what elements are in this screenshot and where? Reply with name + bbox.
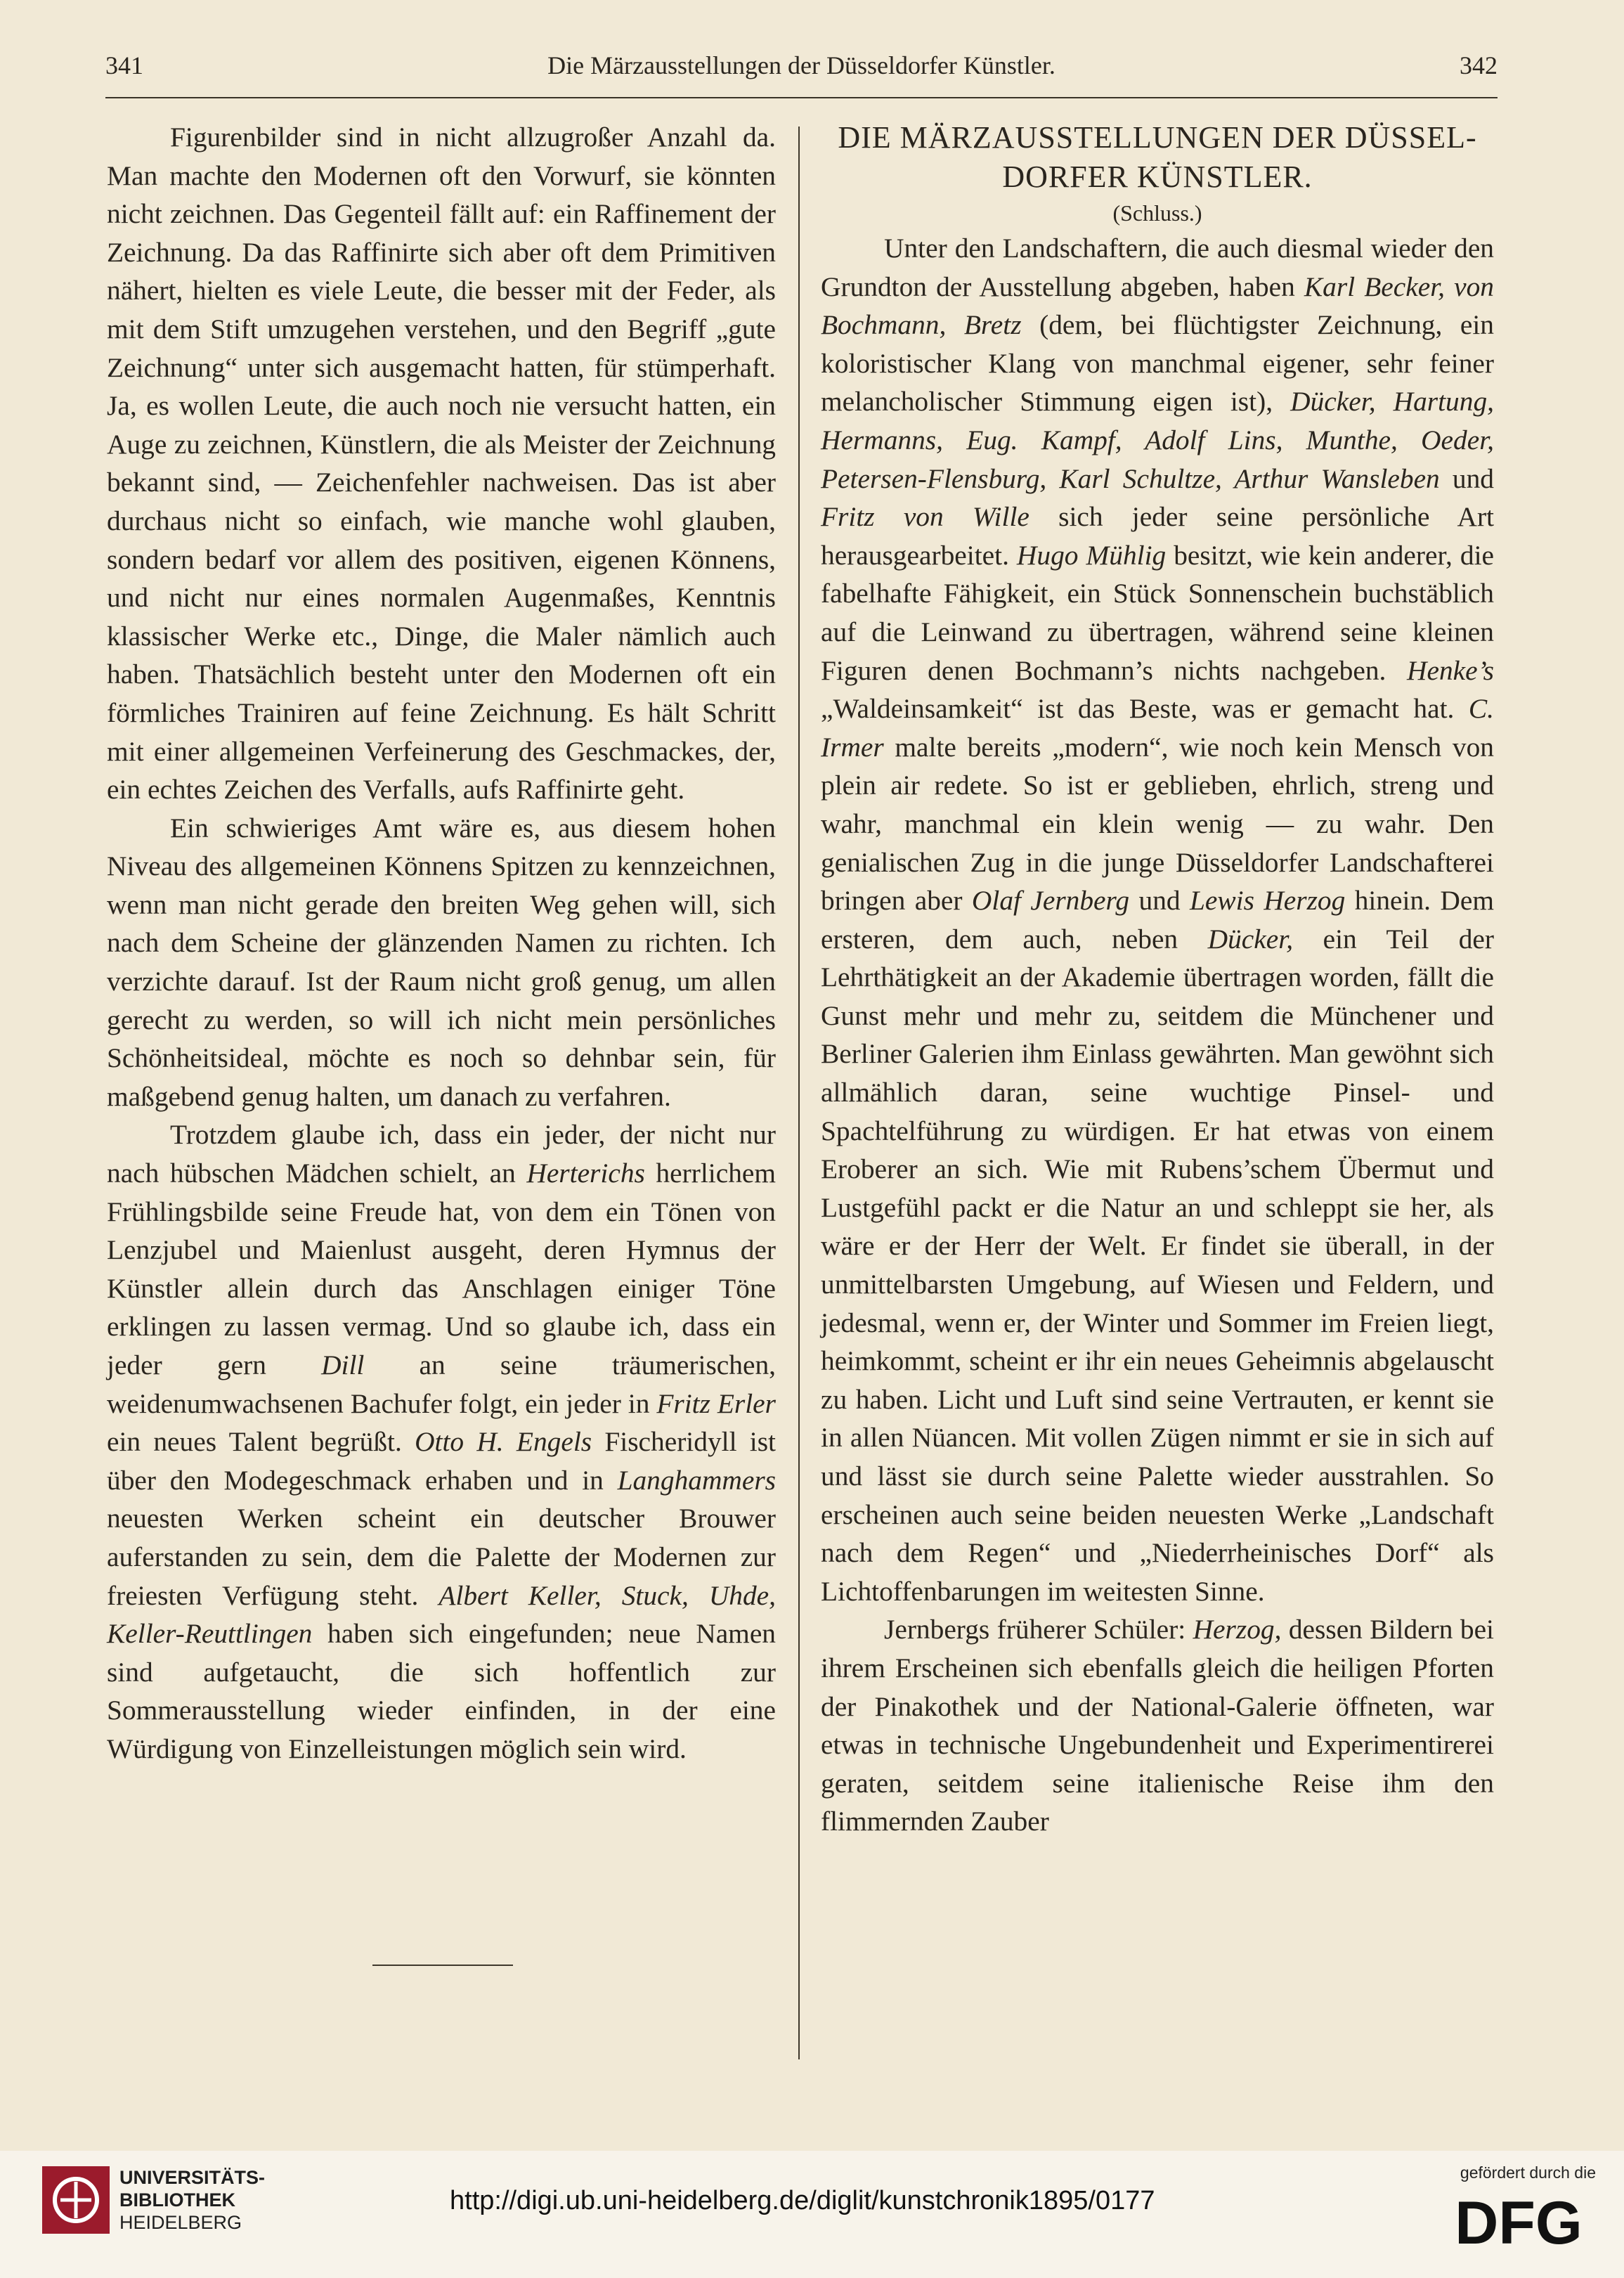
paragraph: Unter den Landschaftern, die auch diesmal wieder den Grundton der Ausstellung abgeben, haben Karl Becker, von Bochmann, Bretz (dem, bei flüchtigster Zeichnung, ein koloristischer Klang von manchmal eigener, sehr feiner melancholischer Stimmung eigen ist), Dücker, Hartung, Hermanns, Eug. Kampf, Adolf Lins, Munthe, Oeder, Petersen-Flensburg, Karl Schultze, Arthur Wansleben und Fritz von Wille sich jeder seine persönliche Art herausgearbeitet. Hugo Mühlig besitzt, wie kein anderer, die fabelhafte Fähigkeit, ein Stück Sonnenschein buchstäblich auf die Leinwand zu übertragen, während seine kleinen Figuren denen Bochmann’s nichts nachgeben. Henke’s „Waldeinsamkeit“ ist das Beste, was er gemacht hat. C. Irmer malte bereits „modern“, wie noch kein Mensch von plein air redete. So ist er geblieben, ehrlich, streng und wahr, manchmal ein klein wenig — zu wahr. Den genialischen Zug in die junge Düsseldorfer Landschafterei bringen aber Olaf Jernberg und Lewis Herzog hinein. Dem ersteren, dem auch, neben Dücker, ein Teil der Lehrthätigkeit an der Akademie übertragen worden, fällt die Gunst mehr und mehr zu, seitdem die Münchener und Berliner Galerien ihm Einlass gewährten. Man gewöhnt sich allmählich daran, seine wuchtige Pinsel- und Spachtelführung zu würdigen. Er hat etwas von einem Eroberer an sich. Wie mit Rubens’schem Übermut und Lustgefühl packt er die Natur an und schleppt sie her, als wäre er der Herr der Welt. Er findet sie überall, in der unmittelbarsten Umgebung, auf Wiesen und Feldern, und jedesmal, wenn er, der Winter und Sommer im Freien liegt, heimkommt, scheint er ihr ein neues Geheimnis abgelauscht zu haben. Licht und Luft sind seine Vertrauten, er kennt sie in allen Nüancen. Mit vollen Zügen nimmt er sie in sich auf und lässt sie durch seine Palette wieder ausstrahlen. So erscheinen auch seine beiden neuesten Werke „Landschaft nach dem Regen“ und „Niederrheinisches Dorf“ als Lichtoffenbarungen im weitesten Sinne. [821, 233, 1495, 1607]
right-column [821, 118, 1494, 1841]
paragraph: Trotzdem glaube ich, dass ein jeder, der nicht nur nach hübschen Mädchen schielt, an Herterichs herrlichem Frühlingsbilde seine Freude hat, von dem ein Tönen von Lenzjubel und Maienlust ausgeht, deren Hymnus der Künstler allein durch das Anschlagen einiger Töne erklingen zu lassen vermag. Und so glaube ich, dass ein jeder gern Dill an seine träumerischen, weidenumwachsenen Bachufer folgt, ein jeder in Fritz Erler ein neues Talent begrüßt. Otto H. Engels Fischeridyll ist über den Modegeschmack erhaben und in Langhammers neuesten Werken scheint ein deutscher Brouwer auferstanden zu sein, dem die Palette der Modernen zur freiesten Verfügung steht. Albert Keller, Stuck, Uhde, Keller-Reuttlingen haben sich eingefunden; neue Namen sind aufgetaucht, die sich hoffentlich zur Sommerausstellung wieder einfinden, in der eine Würdigung von Einzelleistungen möglich sein wird. [107, 1119, 777, 1764]
italic-name: Hugo Mühlig [1016, 539, 1167, 571]
article-title [821, 118, 1494, 197]
institution-line: HEIDELBERG [119, 2212, 242, 2233]
italic-name: Fritz Erler [656, 1387, 776, 1419]
sponsor-caption: gefördert durch die [1460, 2163, 1596, 2182]
university-logo-icon[interactable] [42, 2166, 110, 2234]
italic-name: C. Irmer [821, 693, 1494, 763]
italic-name: Karl Becker, von Bochmann, Bretz [821, 271, 1494, 341]
italic-name: Albert Keller, Stuck, Uhde, Keller-Reuttlingen [107, 1579, 776, 1650]
column-divider [798, 127, 800, 2059]
dfg-logo-icon[interactable] [1441, 2189, 1596, 2252]
header-rule [105, 97, 1498, 98]
italic-name: Dücker, [1207, 923, 1294, 954]
institution-name [119, 2166, 265, 2234]
italic-name: Dill [321, 1350, 365, 1380]
footer-bar [0, 2151, 1624, 2278]
page-number-right: 342 [1460, 51, 1498, 79]
italic-name: Langhammers [617, 1464, 776, 1496]
running-title: Die Märzausstellungen der Düsseldorfer Künstler. [547, 51, 1055, 79]
italic-name: Fritz von Wille [821, 501, 1029, 533]
paragraph: Jernbergs früherer Schüler: Herzog, dessen Bildern bei ihrem Erscheinen sich ebenfalls gleich die heiligen Pforten der Pinakothek und der National-Galerie öffneten, war etwas in technische Ungebundenheit und Experimentirerei geraten, seitdem seine italienische Reise ihm den flimmernden Zauber [821, 1614, 1494, 1837]
article-subtitle: (Schluss.) [1112, 200, 1202, 226]
italic-name: Dücker, Hartung, Hermanns, Eug. Kampf, Adolf Lins, Munthe, Oeder, Petersen-Flensburg, Karl Schultze, Arthur Wansleben [821, 386, 1494, 494]
dfg-logo-text: DFG [1455, 2189, 1583, 2252]
institution-line: UNIVERSITÄTS- [119, 2167, 266, 2188]
italic-name: Henke’s [1407, 654, 1494, 686]
italic-name: Herterichs [526, 1158, 645, 1189]
institution-line: BIBLIOTHEK [119, 2189, 235, 2211]
section-end-rule [372, 1965, 513, 1966]
article-title-line: DIE MÄRZAUSSTELLUNGEN DER DÜSSEL- [838, 120, 1477, 155]
italic-name: Herzog, [1193, 1614, 1282, 1645]
permalink-url[interactable]: http://digi.ub.uni-heidelberg.de/diglit/kunstchronik1895/0177 [450, 2186, 1155, 2215]
paragraph: Ein schwieriges Amt wäre es, aus diesem hohen Niveau des allgemeinen Könnens Spitzen zu kennzeichnen, wenn man nicht gerade den breiten Weg gehen will, sich nach dem Scheine der glänzenden Namen zu richten. Ich verzichte darauf. Ist der Raum nicht groß genug, um allen gerecht zu werden, so will ich nicht mein persönliches Schönheitsideal, möchte es noch so dehnbar sein, für maßgebend genug halten, um danach zu verfahren. [107, 812, 776, 1112]
running-head [105, 51, 1498, 93]
italic-name: Lewis Herzog [1189, 885, 1346, 917]
paragraph: Figurenbilder sind in nicht allzugroßer Anzahl da. Man machte den Modernen oft den Vorwurf, sie könnten nicht zeichnen. Das Gegenteil fällt auf: ein Raffinement der Zeichnung. Da das Raffinirte sich aber oft dem Primitiven nähert, hielten es viele Leute, die besser mit der Feder, als mit dem Stift umzugehen verstehen, und den Begriff „gute Zeichnung“ unter sich ausgemacht hatten, für stümperhaft. Ja, es wollen Leute, die auch noch nie versucht hatten, ein Auge zu zeichnen, Künstlern, die als Meister der Zeichnung bekannt sind, — Zeichenfehler nachweisen. Das ist aber durchaus nicht so einfach, wie manche wohl glauben, sondern bedarf vor allem des positiven, eigenen Könnens, und nicht nur eines normalen Augenmaßes, Kenntnis klassischer Werke etc., Dinge, die Maler nämlich auch haben. Thatsächlich besteht unter den Modernen oft ein förmliches Trainiren auf feine Zeichnung. Es hält Schritt mit einer allgemeinen Verfeinerung des Geschmackes, der, ein echtes Zeichen des Verfalls, aufs Raffinirte geht. [107, 122, 776, 805]
article-title-line: DORFER KÜNSTLER. [1002, 160, 1313, 194]
italic-name: Olaf Jernberg [971, 885, 1130, 917]
italic-name: Otto H. Engels [415, 1426, 592, 1458]
page-number-left: 341 [105, 51, 143, 79]
left-column [107, 118, 776, 1768]
